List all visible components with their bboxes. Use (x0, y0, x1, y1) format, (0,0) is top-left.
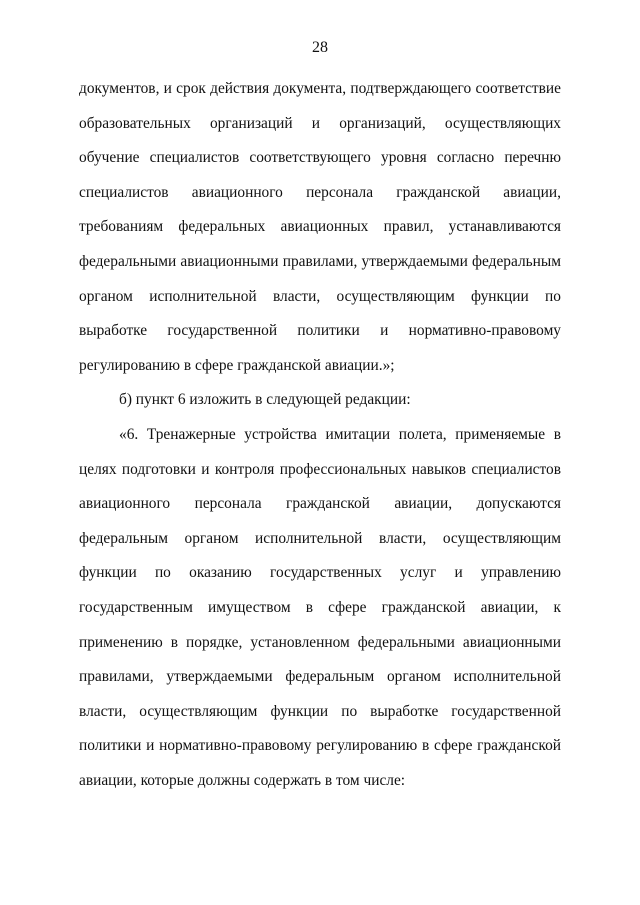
document-body (79, 72, 561, 798)
page-number: 28 (312, 39, 328, 56)
paragraph-amendment-b: б) пункт 6 изложить в следующей редакции: (119, 391, 411, 409)
paragraph-item-6: «6. Тренажерные устройства имитации полета, применяемые в целях подготовки и контроля профессиональных навыков специалистов авиационного персонала гражданской авиации, допускаются федеральным органом исполнительной власти, осуществляющим функции по оказанию государственных услуг и управлению государственным имуществом в сфере гражданской авиации, к применению в порядке, установленном федеральными авиационными правилами, утверждаемыми федеральным органом исполнительной власти, осуществляющим функции по выработке государственной политики и нормативно-правовому регулированию в сфере гражданской авиации, которые должны содержать в том числе: (79, 425, 561, 789)
paragraph-continuation: документов, и срок действия документа, подтверждающего соответствие образовательных организаций и организаций, осуществляющих обучение специалистов соответствующего уровня согласно перечню специалистов авиационного персонала гражданской авиации, требованиям федеральных авиационных правил, устанавливаются федеральными авиационными правилами, утверждаемыми федеральным органом исполнительной власти, осуществляющим функции по выработке государственной политики и нормативно-правовому регулированию в сфере гражданской авиации.»; (79, 80, 561, 374)
